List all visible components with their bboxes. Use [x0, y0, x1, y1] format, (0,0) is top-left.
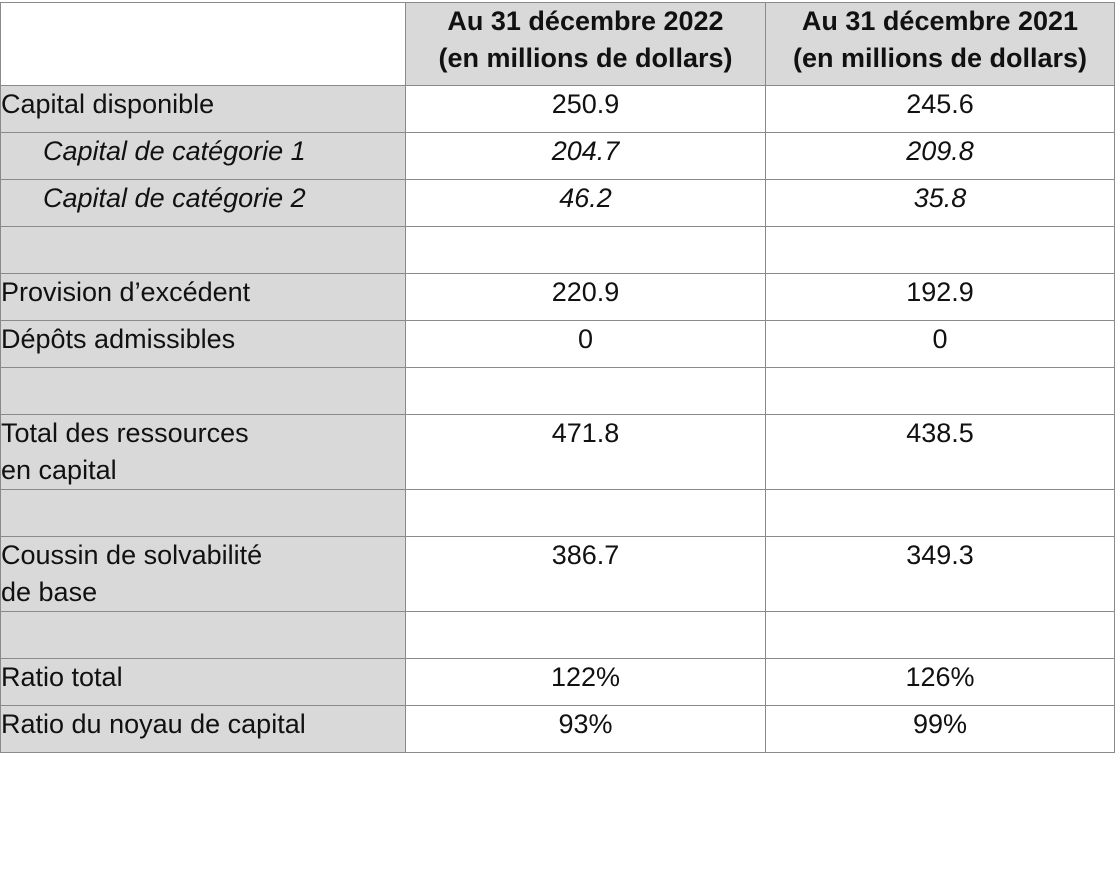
- spacer-cell: [766, 612, 1115, 659]
- value-2021: 192.9: [766, 274, 1115, 321]
- row-label-line2: en capital: [1, 455, 117, 485]
- row-coussin-solvabilite: [1, 537, 1115, 612]
- column-header-2021: [766, 3, 1115, 86]
- row-label: Dépôts admissibles: [1, 321, 406, 368]
- value-2022: 471.8: [406, 415, 766, 490]
- value-2021: 438.5: [766, 415, 1115, 490]
- spacer-row: [1, 490, 1115, 537]
- row-capital-disponible: [1, 86, 1115, 133]
- spacer-cell: [766, 227, 1115, 274]
- row-total-ressources: [1, 415, 1115, 490]
- spacer-cell: [406, 490, 766, 537]
- row-ratio-noyau-capital: [1, 706, 1115, 753]
- row-label: Ratio du noyau de capital: [1, 706, 406, 753]
- value-2021: 35.8: [766, 180, 1115, 227]
- spacer-row: [1, 368, 1115, 415]
- spacer-label-cell: [1, 612, 406, 659]
- value-2021: 209.8: [766, 133, 1115, 180]
- row-capital-categorie-2: [1, 180, 1115, 227]
- row-label: Capital de catégorie 1: [1, 133, 406, 180]
- column-header-2021-line2: (en millions de dollars): [792, 43, 1088, 73]
- value-2022: 93%: [406, 706, 766, 753]
- value-2021: 0: [766, 321, 1115, 368]
- value-2022: 250.9: [406, 86, 766, 133]
- row-label-line2: de base: [1, 577, 98, 607]
- value-2021: 349.3: [766, 537, 1115, 612]
- spacer-row: [1, 227, 1115, 274]
- value-2022: 122%: [406, 659, 766, 706]
- row-label: Provision d’excédent: [1, 274, 406, 321]
- header-corner-cell: [1, 3, 406, 86]
- spacer-cell: [766, 368, 1115, 415]
- spacer-label-cell: [1, 490, 406, 537]
- spacer-cell: [406, 612, 766, 659]
- spacer-label-cell: [1, 368, 406, 415]
- value-2022: 220.9: [406, 274, 766, 321]
- row-label: Ratio total: [1, 659, 406, 706]
- value-2022: 46.2: [406, 180, 766, 227]
- column-header-2022-line1: Au 31 décembre 2022: [447, 6, 724, 36]
- row-label-line1: Total des ressources: [1, 418, 249, 448]
- row-label: [1, 537, 406, 612]
- spacer-label-cell: [1, 227, 406, 274]
- value-2021: 126%: [766, 659, 1115, 706]
- header-row: [1, 3, 1115, 86]
- row-depots-admissibles: [1, 321, 1115, 368]
- row-label: [1, 415, 406, 490]
- column-header-2022-line2: (en millions de dollars): [438, 43, 733, 73]
- row-label-line1: Coussin de solvabilité: [1, 540, 263, 570]
- row-label: Capital de catégorie 2: [1, 180, 406, 227]
- spacer-cell: [406, 227, 766, 274]
- row-provision-excedent: [1, 274, 1115, 321]
- value-2022: 386.7: [406, 537, 766, 612]
- value-2022: 204.7: [406, 133, 766, 180]
- row-capital-categorie-1: [1, 133, 1115, 180]
- column-header-2021-line1: Au 31 décembre 2021: [801, 6, 1079, 36]
- value-2021: 99%: [766, 706, 1115, 753]
- row-ratio-total: [1, 659, 1115, 706]
- row-label: Capital disponible: [1, 86, 406, 133]
- value-2021: 245.6: [766, 86, 1115, 133]
- spacer-cell: [406, 368, 766, 415]
- column-header-2022: [406, 3, 766, 86]
- spacer-cell: [766, 490, 1115, 537]
- spacer-row: [1, 612, 1115, 659]
- value-2022: 0: [406, 321, 766, 368]
- capital-table: [0, 2, 1115, 753]
